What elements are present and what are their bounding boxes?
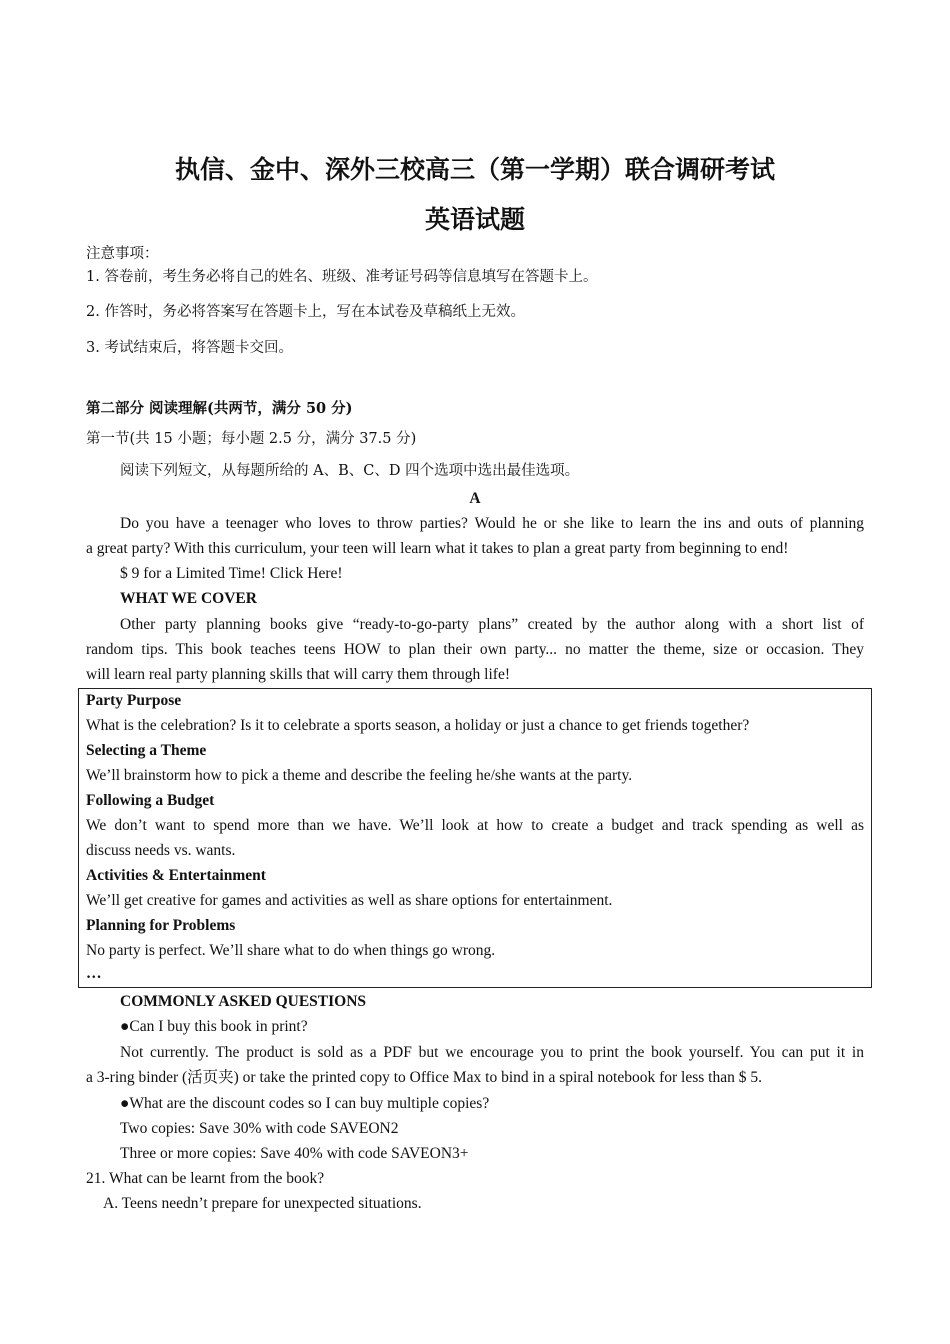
reading-instruction: 阅读下列短文，从每题所给的 A、B、C、D 四个选项中选出最佳选项。: [120, 463, 580, 479]
notes-heading: 注意事项：: [86, 246, 159, 262]
intro-line-1: Do you have a teenager who loves to throw parties? Would he or she like to learn the ins and outs of planning: [120, 515, 864, 532]
topic-text-problems: No party is perfect. We’ll share what to do when things go wrong.: [86, 942, 496, 959]
faq-answer-1-line-1: Not currently. The product is sold as a PDF but we encourage you to print the book yourself. You can put it in: [120, 1044, 864, 1061]
faq-heading: COMMONLY ASKED QUESTIONS: [120, 993, 367, 1010]
subsection-heading: 第一节(共 15 小题；每小题 2.5 分，满分 37.5 分): [86, 431, 417, 447]
cover-heading: WHAT WE COVER: [120, 590, 257, 607]
cover-line-1: Other party planning books give “ready-to-go-party plans” created by the author along with a short list of: [120, 616, 864, 633]
faq-answer-2-line-1: Two copies: Save 30% with code SAVEON2: [120, 1120, 399, 1137]
faq-answer-2-line-2: Three or more copies: Save 40% with code SAVEON3+: [120, 1145, 469, 1162]
topic-text-budget-1: We don’t want to spend more than we have. We’ll look at how to create a budget and track spending as well as: [86, 817, 864, 834]
faq-question-2: ●What are the discount codes so I can buy multiple copies?: [120, 1095, 490, 1112]
topic-text-purpose: What is the celebration? Is it to celebrate a sports season, a holiday or just a chance to get friends together?: [86, 717, 750, 734]
question-21-option-a: A. Teens needn’t prepare for unexpected situations.: [103, 1195, 422, 1212]
topic-text-theme: We’ll brainstorm how to pick a theme and describe the feeling he/she wants at the party.: [86, 767, 633, 784]
topic-ellipsis: …: [86, 965, 102, 982]
topic-heading-problems: Planning for Problems: [86, 917, 236, 934]
topic-heading-theme: Selecting a Theme: [86, 742, 207, 759]
topic-heading-purpose: Party Purpose: [86, 692, 182, 709]
topic-text-activities: We’ll get creative for games and activities as well as share options for entertainment.: [86, 892, 613, 909]
note-item-1: 1. 答卷前，考生务必将自己的姓名、班级、准考证号码等信息填写在答题卡上。: [86, 269, 598, 285]
topic-text-budget-2: discuss needs vs. wants.: [86, 842, 236, 859]
intro-line-2: a great party? With this curriculum, your teen will learn what it takes to plan a great party from beginning to end!: [86, 540, 789, 557]
exam-title: 执信、金中、深外三校高三（第一学期）联合调研考试: [174, 155, 775, 184]
faq-answer-1-line-2: a 3-ring binder (活页夹) or take the printed copy to Office Max to bind in a spiral notebook for less than $ 5.: [86, 1069, 762, 1086]
question-21-stem: 21. What can be learnt from the book?: [86, 1170, 325, 1187]
passage-label: A: [469, 490, 481, 507]
offer-link[interactable]: $ 9 for a Limited Time! Click Here!: [120, 565, 343, 582]
topic-heading-budget: Following a Budget: [86, 792, 215, 809]
note-item-2: 2. 作答时，务必将答案写在答题卡上，写在本试卷及草稿纸上无效。: [86, 304, 525, 320]
cover-line-2: random tips. This book teaches teens HOW to plan their own party... no matter the theme, size or occasion. They: [86, 641, 864, 658]
cover-line-3: will learn real party planning skills that will carry them through life!: [86, 666, 510, 683]
topic-heading-activities: Activities & Entertainment: [86, 867, 266, 884]
section-part-heading: 第二部分 阅读理解(共两节，满分 50 分): [86, 400, 353, 417]
faq-question-1: ●Can I buy this book in print?: [120, 1018, 308, 1035]
note-item-3: 3. 考试结束后，将答题卡交回。: [86, 340, 293, 356]
exam-subtitle: 英语试题: [424, 205, 525, 234]
